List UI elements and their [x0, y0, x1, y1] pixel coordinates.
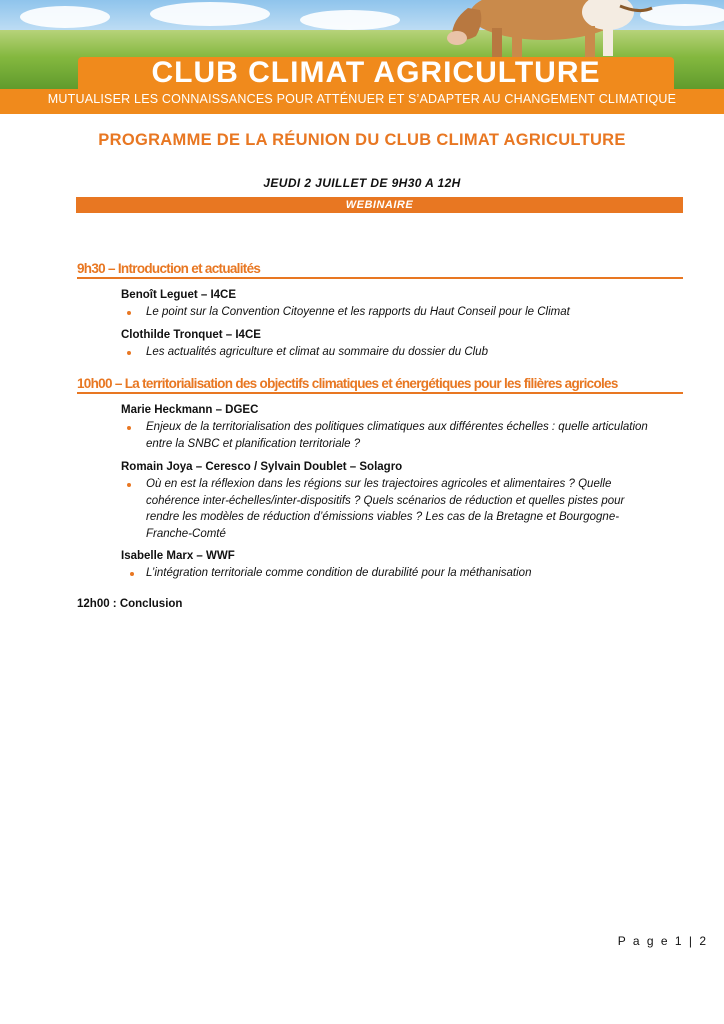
talk-topic: Les actualités agriculture et climat au sommaire du dossier du Club — [146, 346, 488, 358]
conclusion-line: 12h00 : Conclusion — [77, 598, 183, 610]
section-heading: 10h00 – La territorialisation des objectifs climatiques et énergétiques pour les filières agricoles — [77, 376, 618, 391]
speaker-name: Benoît Leguet – I4CE — [121, 289, 237, 301]
talk-topic: Le point sur la Convention Citoyenne et les rapports du Haut Conseil pour le Climat — [146, 306, 570, 318]
speaker-name: Romain Joya – Ceresco / Sylvain Doublet – Solagro — [121, 461, 403, 473]
speaker-name: Isabelle Marx – WWF — [121, 550, 235, 562]
banner-subtitle: MUTUALISER LES CONNAISSANCES POUR ATTÉNUER ET S’ADAPTER AU CHANGEMENT CLIMATIQUE — [47, 92, 677, 106]
bullet-icon — [127, 351, 131, 355]
program-format: WEBINAIRE — [345, 199, 414, 211]
bullet-icon — [127, 483, 131, 487]
section-divider — [77, 277, 683, 279]
page-number: P a g e 1 | 2 — [617, 934, 708, 948]
banner-title: CLUB CLIMAT AGRICULTURE — [151, 56, 601, 89]
talk-topic: L’intégration territoriale comme condition de durabilité pour la méthanisation — [146, 567, 532, 579]
bullet-icon — [127, 426, 131, 430]
section-divider — [77, 392, 683, 394]
speaker-name: Marie Heckmann – DGEC — [121, 404, 259, 416]
program-date: JEUDI 2 JUILLET DE 9H30 A 12H — [263, 176, 461, 190]
bullet-icon — [127, 311, 131, 315]
talk-topic: Où en est la réflexion dans les régions sur les trajectoires agricoles et alimentaires ? Quelle cohérence inter-échelles/inter-dispositifs ? Quels scénarios de réduction et quelles pistes pour rendre les modèles de réduction d’émissions viables ? Les cas de la Bretagne et Bourgogne-Franche-Comté — [146, 478, 625, 540]
bullet-icon — [130, 572, 134, 576]
program-title: PROGRAMME DE LA RÉUNION DU CLUB CLIMAT AGRICULTURE — [98, 131, 626, 149]
speaker-name: Clothilde Tronquet – I4CE — [121, 329, 261, 341]
header-banner — [0, 0, 724, 114]
section-heading: 9h30 – Introduction et actualités — [77, 261, 261, 276]
talk-topic: Enjeux de la territorialisation des politiques climatiques aux différentes échelles : quelle articulation entre la SNBC et planification territoriale ? — [146, 421, 648, 450]
